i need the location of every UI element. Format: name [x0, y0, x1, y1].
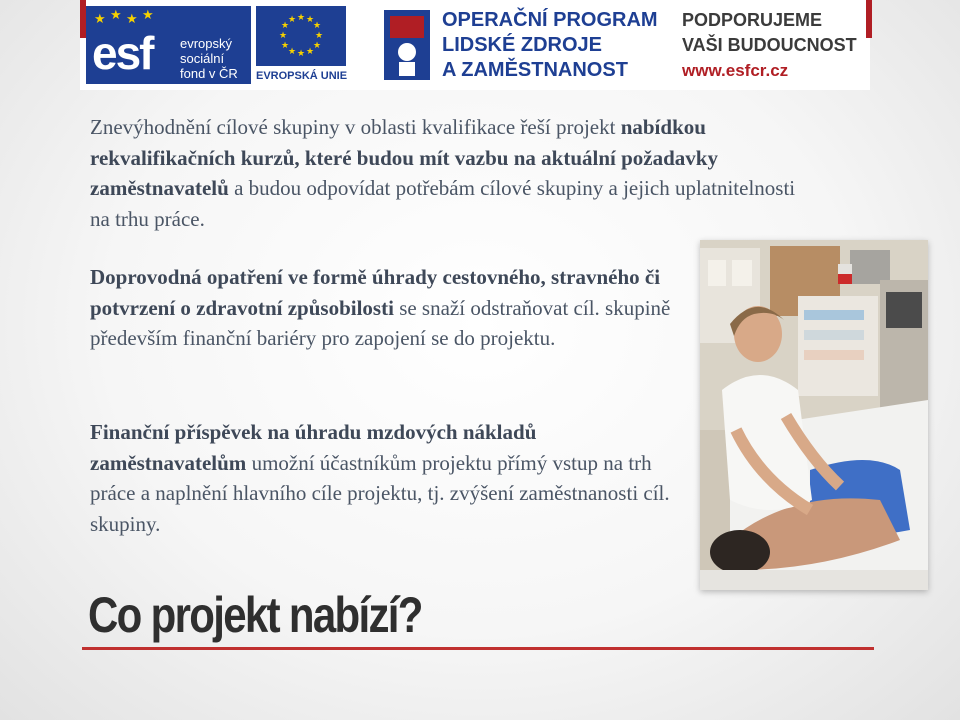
page-title: Co projekt nabízí? — [88, 587, 422, 643]
paragraph-wage-contribution: Finanční příspěvek na úhradu mzdových nákladů zaměstnavatelům umožní účastníkům projektu přímý vstup na trh práce a naplnění hlavního cíle projektu, tj. zvýšení zaměstnanosti cíl. skupiny. — [90, 420, 670, 536]
svg-text:★: ★ — [278, 31, 288, 41]
support-url[interactable]: www.esfcr.cz — [682, 61, 789, 80]
banner-accent-right — [866, 0, 872, 38]
svg-text:★: ★ — [280, 41, 290, 51]
paragraph-retraining: Znevýhodnění cílové skupiny v oblasti kvalifikace řeší projekt nabídkou rekvalifikačních kurzů, které budou mít vazbu na aktuální požadavky zaměstnavatelů a budou odpovídat potřebám cílové skupiny a jejich uplatnitelnosti na trhu práce. — [90, 115, 796, 231]
op-figure-icon — [382, 6, 432, 84]
title-underline — [82, 647, 874, 650]
svg-text:★: ★ — [296, 49, 306, 59]
support-slogan: PODPORUJEME VAŠI BUDOUCNOST www.esfcr.cz — [682, 8, 857, 83]
esf-logo-letters: esf — [92, 27, 153, 79]
svg-text:★: ★ — [314, 31, 324, 41]
star-icon: ★ — [126, 11, 138, 26]
massage-photo — [700, 240, 928, 590]
svg-text:★: ★ — [287, 47, 297, 57]
svg-text:★: ★ — [312, 41, 322, 51]
esf-logo-text: evropský sociální fond v ČR — [180, 36, 238, 81]
paragraph-support-measures: Doprovodná opatření ve formě úhrady cestovného, stravného či potvrzení o zdravotní způsobilosti se snaží odstraňovat cíl. skupině především finanční bariéry pro zapojení se do projektu. — [90, 265, 671, 350]
svg-text:★: ★ — [280, 21, 290, 31]
star-icon: ★ — [110, 7, 122, 22]
eu-flag — [256, 6, 346, 66]
svg-text:★: ★ — [305, 15, 315, 25]
op-program-name: OPERAČNÍ PROGRAM LIDSKÉ ZDROJE A ZAMĚSTNANOST — [442, 9, 658, 81]
star-icon: ★ — [142, 7, 154, 22]
eu-caption: EVROPSKÁ UNIE — [256, 70, 348, 82]
star-icon: ★ — [94, 11, 106, 26]
svg-text:★: ★ — [287, 15, 297, 25]
svg-text:★: ★ — [305, 47, 315, 57]
esf-logo — [86, 6, 251, 84]
svg-text:★: ★ — [296, 13, 306, 23]
svg-text:★: ★ — [312, 21, 322, 31]
eu-stars-icon — [256, 6, 346, 66]
